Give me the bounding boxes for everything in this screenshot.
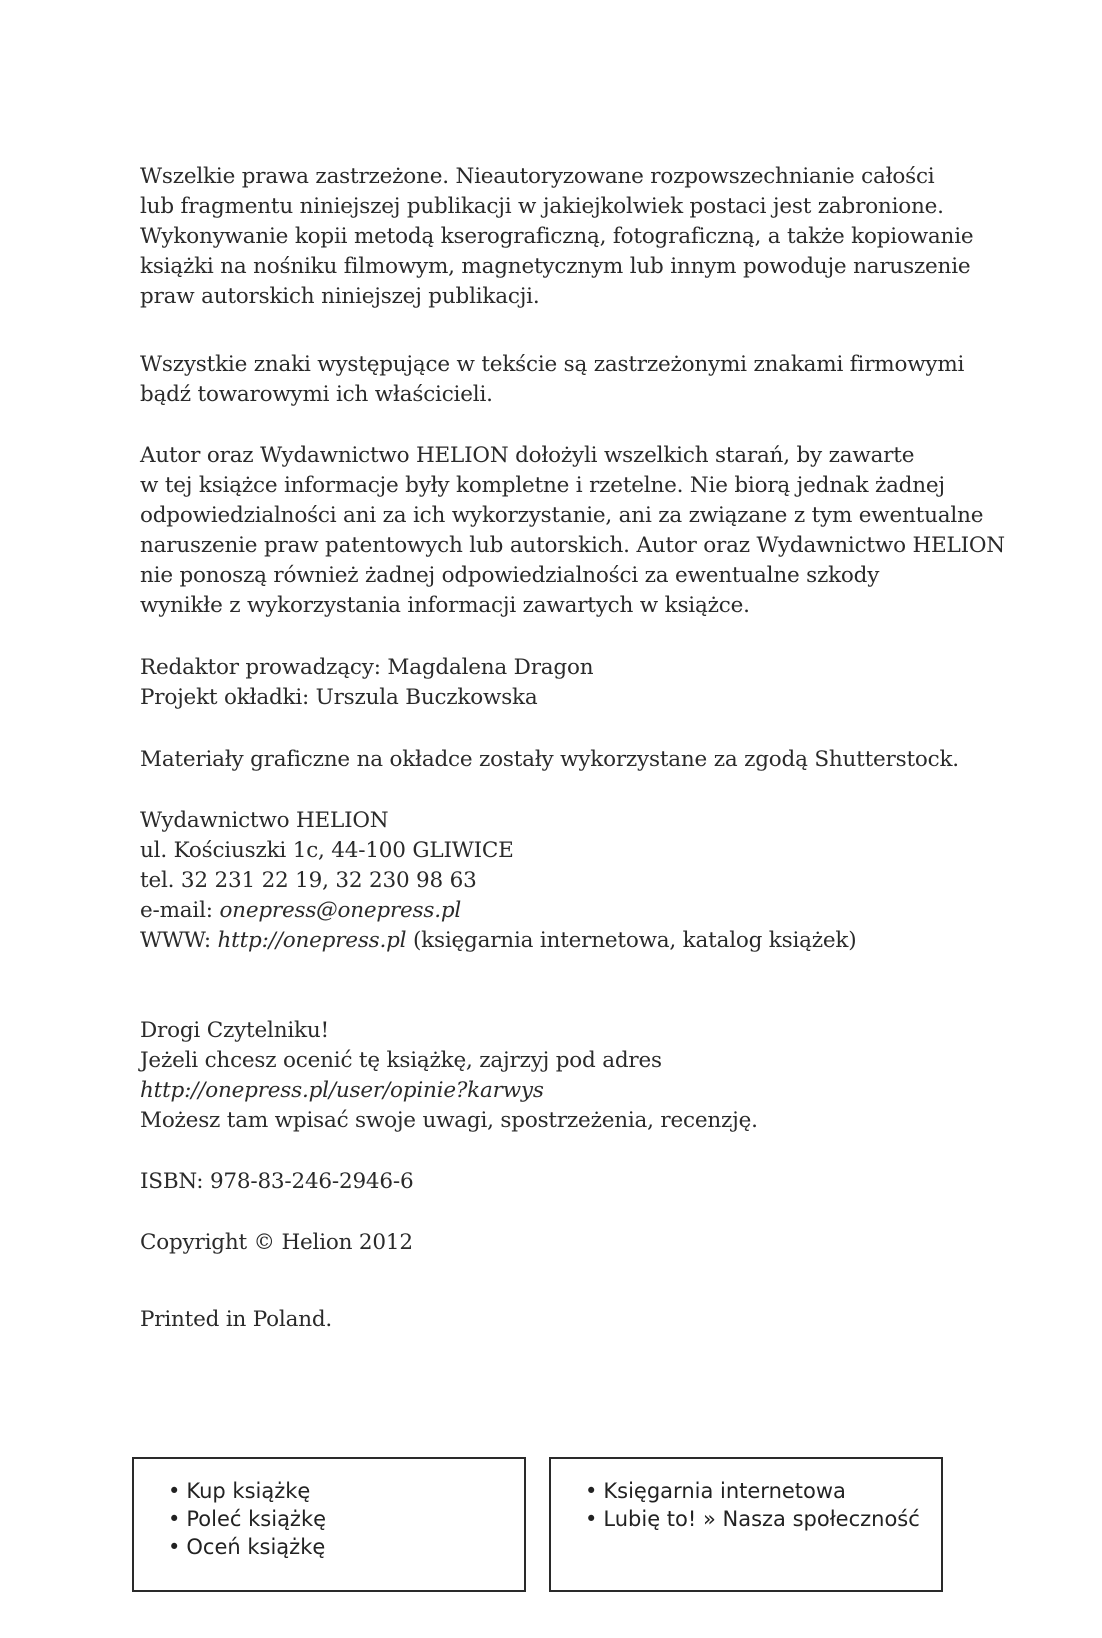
rights-line: książki na nośniku filmowym, magnetycznym lub innym powoduje naruszenie [140, 254, 971, 279]
www-link[interactable]: http://onepress.pl [217, 928, 407, 953]
bullet-icon: • [168, 1535, 181, 1559]
publisher-www-row [140, 926, 970, 956]
bullet-icon: • [585, 1479, 598, 1503]
disclaimer-line: odpowiedzialności ani za ich wykorzystanie, ani za związane z tym ewentualne [140, 503, 984, 528]
recommend-book-link[interactable] [168, 1505, 524, 1533]
rights-notice [140, 162, 974, 312]
rights-line: Wykonywanie kopii metodą kserograficzną, fotograficzną, a także kopiowanie [140, 224, 974, 249]
bullet-icon: • [585, 1507, 598, 1531]
publisher-phone: tel. 32 231 22 19, 32 230 98 63 [140, 868, 477, 893]
isbn-block [140, 1167, 970, 1197]
bookstore-link[interactable] [585, 1477, 941, 1505]
rate-prompt: Jeżeli chcesz ocenić tę książkę, zajrzyj pod adres [140, 1048, 662, 1073]
disclaimer-line: naruszenie praw patentowych lub autorskich. Autor oraz Wydawnictwo HELION [140, 533, 1005, 558]
rights-line: Wszelkie prawa zastrzeżone. Nieautoryzowane rozpowszechnianie całości [140, 164, 935, 189]
trademarks-notice [140, 350, 970, 410]
disclaimer-line: w tej książce informacje były kompletne i rzetelne. Nie biorą jednak żadnej [140, 473, 945, 498]
link-label: Oceń książkę [186, 1535, 326, 1559]
disclaimer-line: Autor oraz Wydawnictwo HELION dołożyli wszelkich starań, by zawarte [140, 443, 915, 468]
www-note: (księgarnia internetowa, katalog książek) [406, 928, 857, 953]
publisher-info [140, 806, 970, 956]
buy-book-link[interactable] [168, 1477, 524, 1505]
publisher-email-row [140, 896, 970, 926]
community-link[interactable] [585, 1505, 941, 1533]
reader-greeting: Drogi Czytelniku! [140, 1018, 329, 1043]
trademarks-line: bądź towarowymi ich właścicieli. [140, 382, 493, 407]
rate-link[interactable]: http://onepress.pl/user/opinie?karwys [140, 1078, 544, 1103]
disclaimer-line: nie ponoszą również żadnej odpowiedzialności za ewentualne szkody [140, 563, 880, 588]
isbn: ISBN: 978-83-246-2946-6 [140, 1169, 414, 1194]
email-label: e-mail: [140, 898, 220, 923]
publisher-name: Wydawnictwo HELION [140, 808, 389, 833]
email-link[interactable]: onepress@onepress.pl [219, 898, 462, 923]
publisher-address: ul. Kościuszki 1c, 44-100 GLIWICE [140, 838, 514, 863]
bullet-icon: • [168, 1479, 181, 1503]
rights-line: lub fragmentu niniejszej publikacji w jakiejkolwiek postaci jest zabronione. [140, 194, 944, 219]
credits [140, 653, 970, 713]
disclaimer-line: wynikłe z wykorzystania informacji zawartych w książce. [140, 593, 750, 618]
graphics-note [140, 745, 970, 775]
link-label: Poleć książkę [186, 1507, 327, 1531]
printed-note: Printed in Poland. [140, 1307, 333, 1332]
community-box [549, 1457, 943, 1592]
bullet-icon: • [168, 1507, 181, 1531]
link-label: Księgarnia internetowa [603, 1479, 846, 1503]
disclaimer-notice [140, 441, 1005, 621]
rate-book-link[interactable] [168, 1533, 524, 1561]
copyright: Copyright © Helion 2012 [140, 1230, 413, 1255]
graphics-note-text: Materiały graficzne na okładce zostały wykorzystane za zgodą Shutterstock. [140, 747, 959, 772]
reader-note [140, 1016, 970, 1136]
link-label: Lubię to! » Nasza społeczność [603, 1507, 920, 1531]
editor-credit: Redaktor prowadzący: Magdalena Dragon [140, 655, 594, 680]
link-label: Kup książkę [186, 1479, 311, 1503]
cover-credit: Projekt okładki: Urszula Buczkowska [140, 685, 538, 710]
printed-block [140, 1305, 970, 1335]
book-actions-box [132, 1457, 526, 1592]
rights-line: praw autorskich niniejszej publikacji. [140, 284, 540, 309]
comment-prompt: Możesz tam wpisać swoje uwagi, spostrzeżenia, recenzję. [140, 1108, 758, 1133]
copyright-block [140, 1228, 970, 1258]
www-label: WWW: [140, 928, 218, 953]
trademarks-line: Wszystkie znaki występujące w tekście są zastrzeżonymi znakami firmowymi [140, 352, 965, 377]
